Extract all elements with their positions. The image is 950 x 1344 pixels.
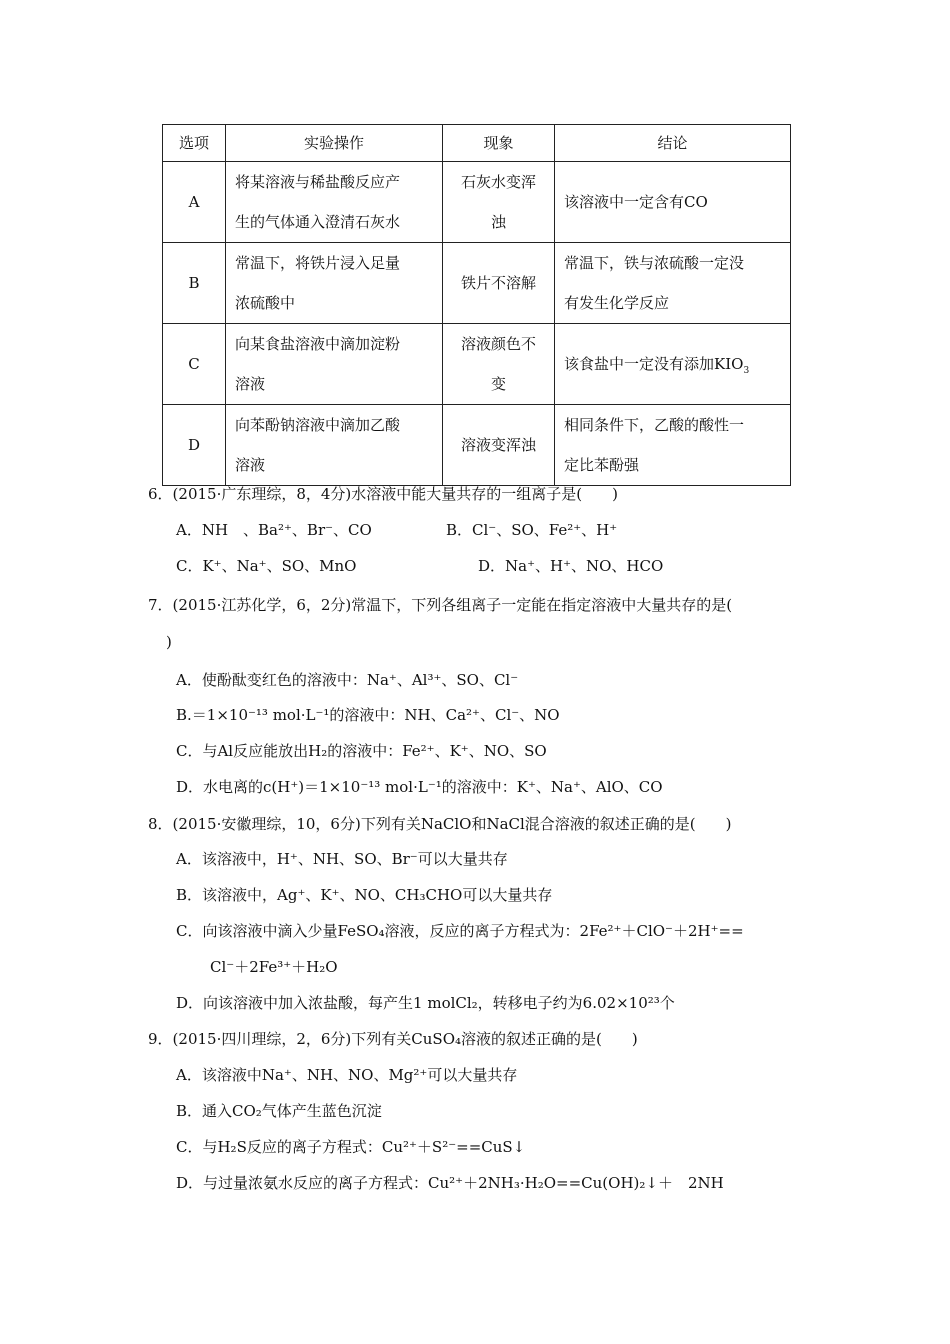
q6-option-d: D．Na⁺、H⁺、NO、HCO <box>478 557 664 575</box>
row-conclusion: 常温下，铁与浓硫酸一定没 有发生化学反应 <box>555 243 791 324</box>
q7-option-a: A．使酚酞变红色的溶液中：Na⁺、Al³⁺、SO、Cl⁻ <box>176 671 519 689</box>
question-8-stem: 8．(2015·安徽理综，10，6分)下列有关NaClO和NaCl混合溶液的叙述正确的是( ) <box>148 815 732 833</box>
q7-option-b: B.＝1×10⁻¹³ mol·L⁻¹的溶液中：NH、Ca²⁺、Cl⁻、NO <box>176 706 560 724</box>
row-conclusion: 该溶液中一定含有CO <box>555 162 791 243</box>
row-conclusion: 该食盐中一定没有添加$KIO_3$ <box>555 324 791 405</box>
header-option: 选项 <box>163 125 226 162</box>
row-operation: 向苯酚钠溶液中滴加乙酸 溶液 <box>226 405 443 486</box>
row-operation: 常温下，将铁片浸入足量 浓硫酸中 <box>226 243 443 324</box>
row-phenomenon: 溶液变浑浊 <box>443 405 555 486</box>
q8-option-c-continued: Cl⁻＋2Fe³⁺＋H₂O <box>210 958 338 976</box>
row-option: C <box>163 324 226 405</box>
row-operation: 将某溶液与稀盐酸反应产 生的气体通入澄清石灰水 <box>226 162 443 243</box>
q9-option-a: A．该溶液中Na⁺、NH、NO、Mg²⁺可以大量共存 <box>176 1066 518 1084</box>
q6-option-b: B．Cl⁻、SO、Fe²⁺、H⁺ <box>446 521 618 539</box>
q6-option-c: C．K⁺、Na⁺、SO、MnO <box>176 557 357 575</box>
experiment-table <box>162 124 791 486</box>
q8-option-a: A．该溶液中，H⁺、NH、SO、Br⁻可以大量共存 <box>176 850 508 868</box>
question-6-stem: 6．(2015·广东理综，8，4分)水溶液中能大量共存的一组离子是( ) <box>148 485 618 503</box>
row-conclusion: 相同条件下，乙酸的酸性一 定比苯酚强 <box>555 405 791 486</box>
header-operation: 实验操作 <box>226 125 443 162</box>
table-row <box>163 162 791 243</box>
q9-option-c: C．与H₂S反应的离子方程式：Cu²⁺＋S²⁻==CuS↓ <box>176 1138 526 1156</box>
q8-option-b: B．该溶液中，Ag⁺、K⁺、NO、CH₃CHO可以大量共存 <box>176 886 553 904</box>
question-7-stem: 7．(2015·江苏化学，6，2分)常温下，下列各组离子一定能在指定溶液中大量共存的是( <box>148 596 733 614</box>
row-option: D <box>163 405 226 486</box>
table-row <box>163 405 791 486</box>
q9-option-b: B．通入CO₂气体产生蓝色沉淀 <box>176 1102 382 1120</box>
row-phenomenon: 铁片不溶解 <box>443 243 555 324</box>
q7-option-d: D．水电离的c(H⁺)＝1×10⁻¹³ mol·L⁻¹的溶液中：K⁺、Na⁺、AlO、CO <box>176 778 663 796</box>
q8-option-d: D．向该溶液中加入浓盐酸，每产生1 molCl₂，转移电子约为6.02×10²³个 <box>176 994 675 1012</box>
question-7-stem-end: ) <box>166 633 172 651</box>
table-row <box>163 243 791 324</box>
q6-option-a: A．NH 、Ba²⁺、Br⁻、CO <box>176 521 372 539</box>
row-option: B <box>163 243 226 324</box>
row-phenomenon: 石灰水变浑 浊 <box>443 162 555 243</box>
row-phenomenon: 溶液颜色不 变 <box>443 324 555 405</box>
q8-option-c: C．向该溶液中滴入少量FeSO₄溶液，反应的离子方程式为：2Fe²⁺＋ClO⁻＋2H⁺== <box>176 922 744 940</box>
row-operation: 向某食盐溶液中滴加淀粉 溶液 <box>226 324 443 405</box>
table-row <box>163 324 791 405</box>
q9-option-d: D．与过量浓氨水反应的离子方程式：Cu²⁺＋2NH₃·H₂O==Cu(OH)₂↓＋ 2NH <box>176 1174 724 1192</box>
row-option: A <box>163 162 226 243</box>
q7-option-c: C．与Al反应能放出H₂的溶液中：Fe²⁺、K⁺、NO、SO <box>176 742 547 760</box>
question-9-stem: 9．(2015·四川理综，2，6分)下列有关CuSO₄溶液的叙述正确的是( ) <box>148 1030 638 1048</box>
header-conclusion: 结论 <box>555 125 791 162</box>
table-header-row <box>163 125 791 162</box>
header-phenomenon: 现象 <box>443 125 555 162</box>
